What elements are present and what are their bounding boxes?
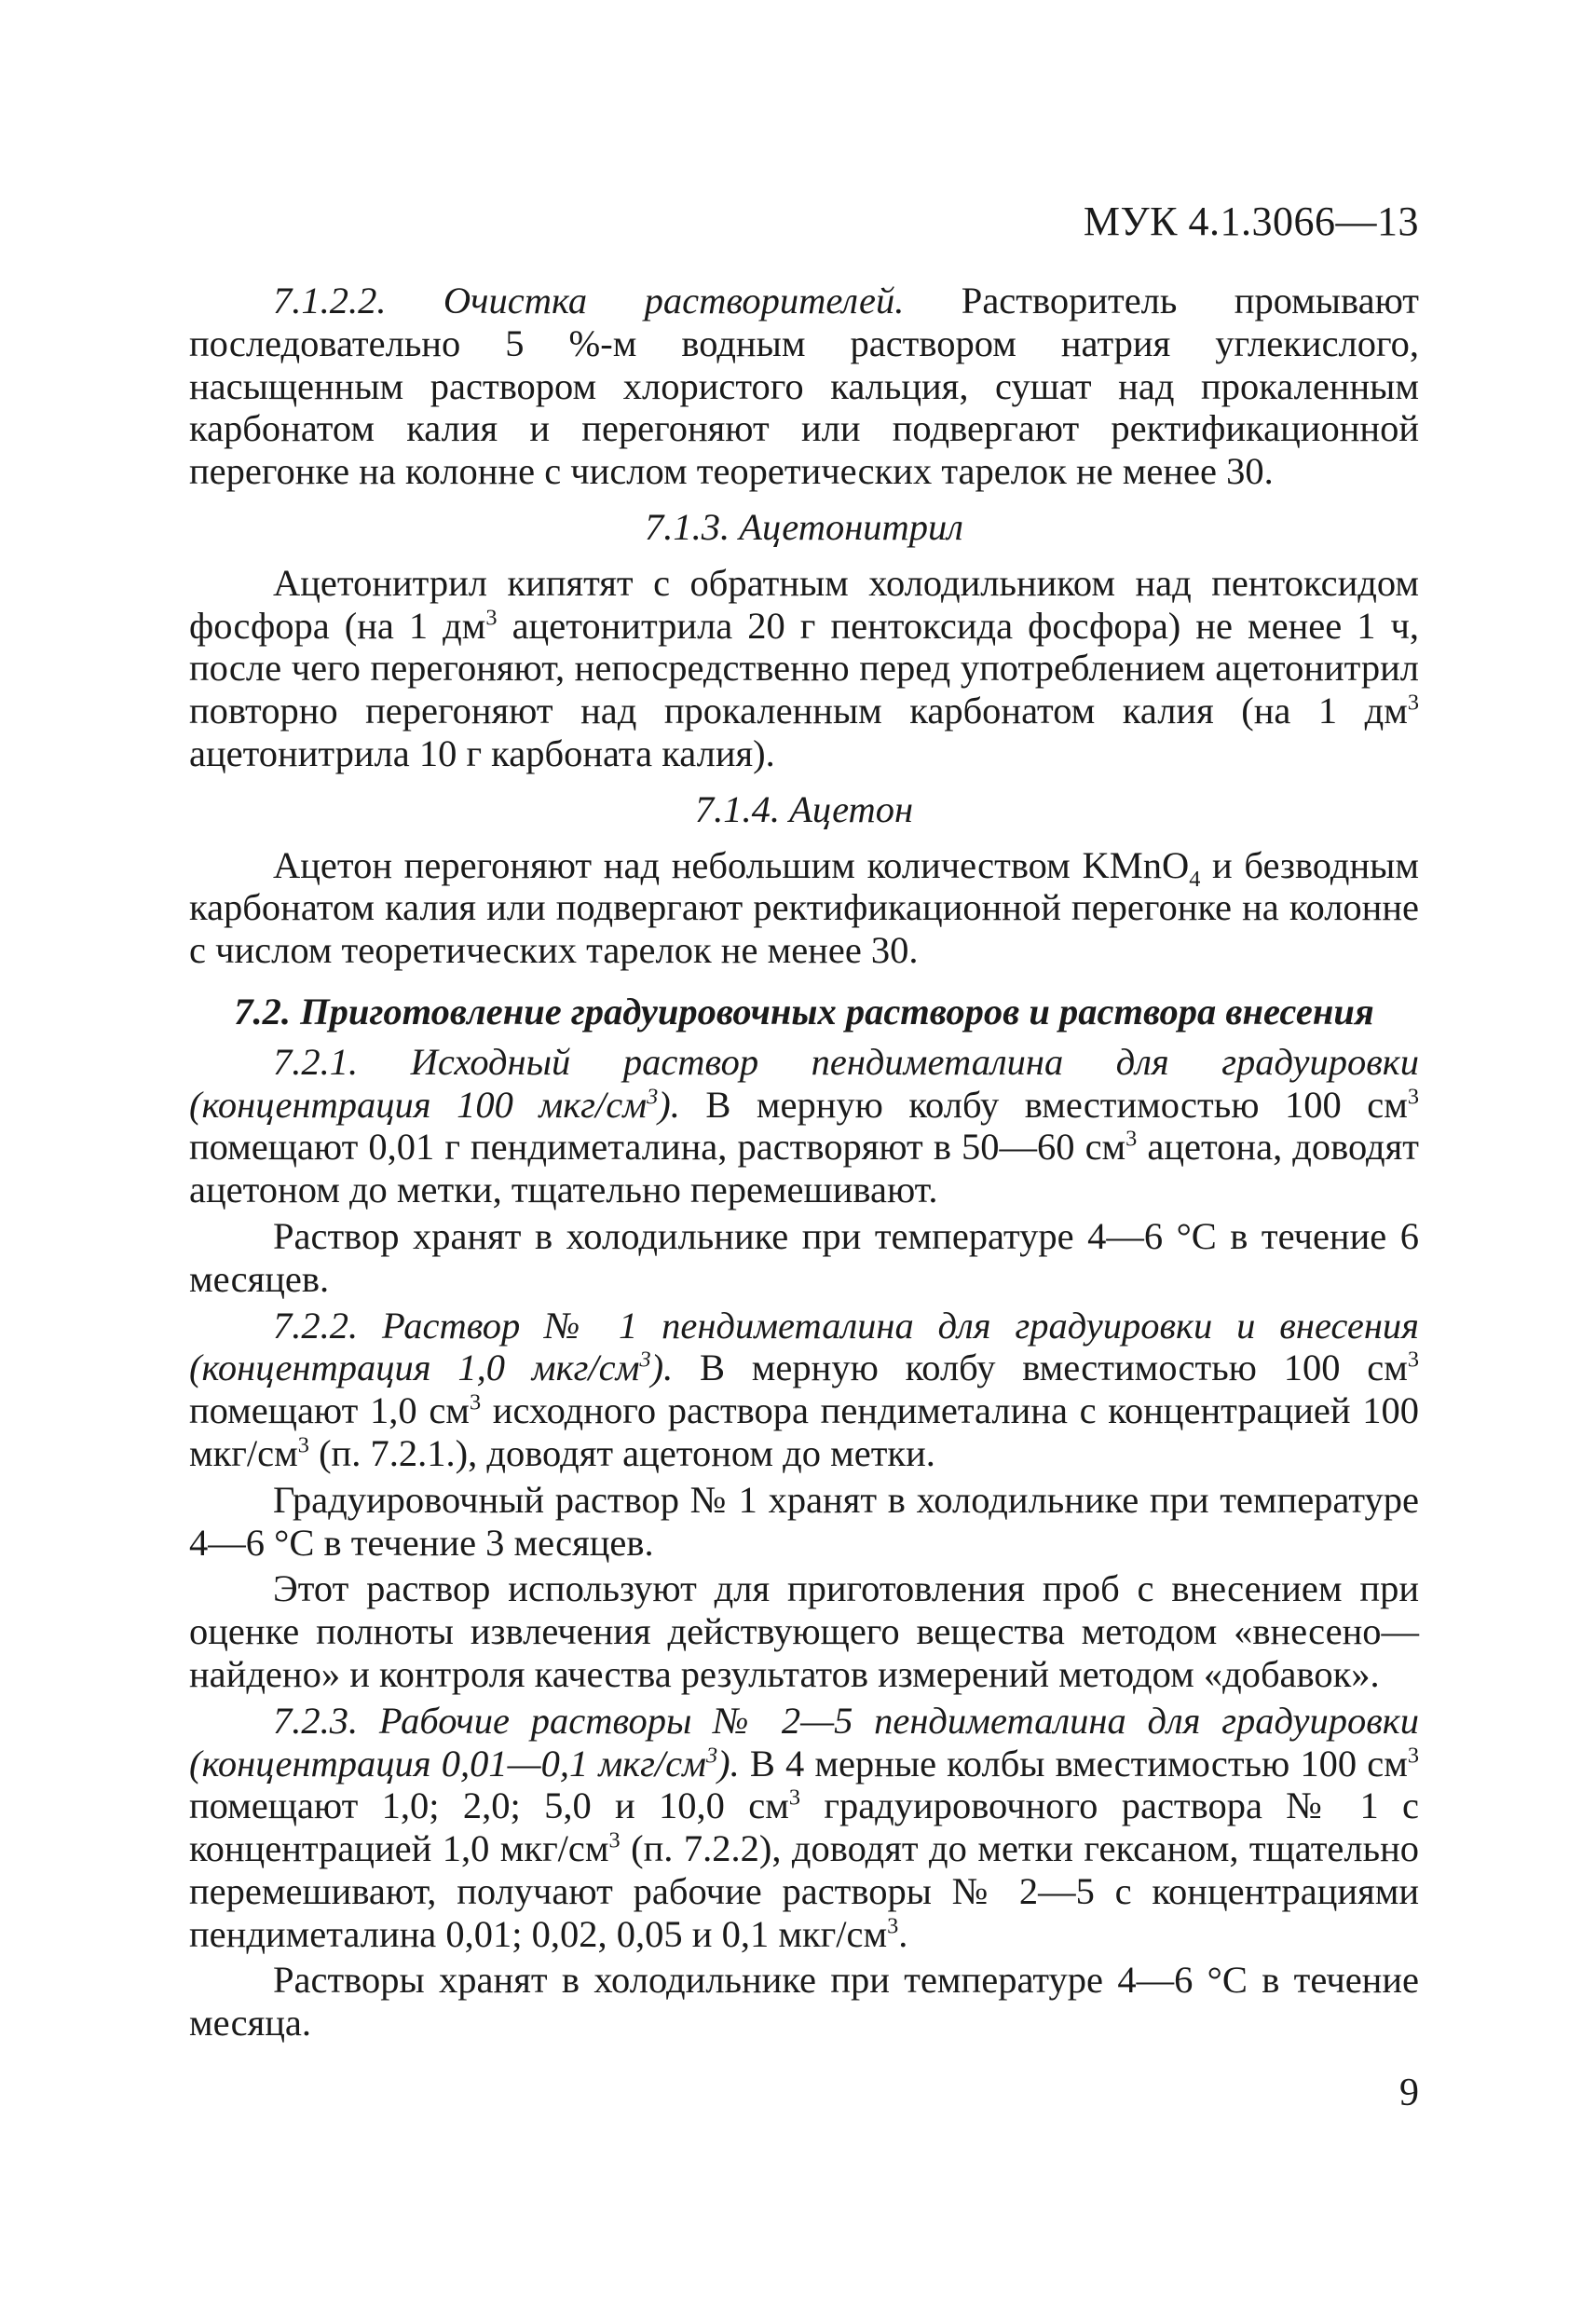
superscript: 3 — [1407, 1347, 1419, 1373]
section-title-7-1-2-2: 7.1.2.2. Очистка растворителей. — [273, 280, 905, 321]
superscript: 3 — [647, 1084, 659, 1110]
superscript: 3 — [297, 1432, 309, 1458]
superscript: 3 — [469, 1389, 482, 1415]
section-heading-7-1-4: 7.1.4. Ацетон — [694, 787, 914, 830]
text-fragment: и безводным карбонатом калия или подвергают ректификационной перегонке на колонне с числом теоретических тарелок не менее 30. — [189, 843, 1420, 972]
section-text-7-1-2-2: Растворитель промывают последовательно 5 %-м водным раствором натрия углекислого, насыщенным раствором хлористого кальция, сушат над прокаленным карбонатом калия и перегоняют или подвергают ректификационной перегонке на колонне с числом теоретических тарелок не менее 30. — [189, 280, 1420, 493]
text-fragment: (п. 7.2.2), доводят до метки гексаном, тщательно перемешивают, получают рабочие растворы № 2—5 с концентрациями пендиметалина 0,01; 0,02, 0,05 и 0,1 мкг/см — [189, 1827, 1419, 1955]
superscript: 3 — [608, 1827, 621, 1853]
superscript: 3 — [485, 605, 498, 631]
text-fragment: ацетонитрила 20 г пентоксида фосфора) не менее 1 ч, после чего перегоняют, непосредственно перед употреблением ацетонитрил повторно перегоняют над прокаленным карбонатом калия (на 1 дм — [189, 604, 1419, 732]
text-fragment: ацетонитрила 10 г карбоната калия). — [189, 732, 775, 774]
superscript: 3 — [1407, 1084, 1419, 1110]
paragraph-7-2-2 — [189, 1305, 1419, 1475]
text-fragment: помещают 1,0; 2,0; 5,0 и 10,0 см — [189, 1785, 789, 1827]
text-fragment: градуировочного раствора № 1 с концентрацией 1,0 мкг/см — [189, 1785, 1419, 1870]
paragraph-7-1-2-2 — [189, 280, 1419, 493]
paragraph-7-2-1-storage: Раствор хранят в холодильнике при температуре 4—6 °С в течение 6 месяцев. — [189, 1214, 1419, 1300]
text-fragment: Ацетонитрил кипятят с обратным холодильником над пентоксидом фосфора (на 1 дм — [189, 561, 1419, 647]
text-fragment: В 4 мерные колбы вместимостью 100 см — [739, 1742, 1408, 1785]
superscript: 3 — [887, 1913, 899, 1939]
superscript: 3 — [1407, 1743, 1419, 1768]
superscript: 3 — [788, 1785, 800, 1811]
text-fragment: ). — [658, 1083, 680, 1126]
text-fragment: . — [898, 1912, 908, 1955]
text-fragment: (п. 7.2.1.), доводят ацетоном до метки. — [308, 1431, 935, 1474]
superscript: 3 — [1407, 690, 1419, 716]
text-fragment: 7.2.2. Раствор № 1 пендиметалина для градуировки и внесения (концентрация 1,0 мкг/см — [189, 1304, 1419, 1389]
text-fragment: помещают 1,0 см — [189, 1389, 470, 1432]
text-fragment: ). — [717, 1742, 740, 1785]
paragraph-7-2-2-usage: Этот раствор используют для приготовления проб с внесением при оценке полноты извлечения действующего вещества методом «внесено—найдено» и контроля качества результатов измерений методом «добавок». — [189, 1567, 1419, 1695]
section-heading-7-2: 7.2. Приготовление градуировочных растворов и раствора внесения — [234, 990, 1374, 1032]
superscript: 3 — [639, 1347, 651, 1373]
text-fragment: ). — [650, 1347, 674, 1389]
document-body — [189, 280, 1419, 2044]
page-number: 9 — [1399, 2072, 1419, 2114]
superscript: 3 — [706, 1743, 718, 1768]
text-fragment: 7.2.3. Рабочие растворы № 2—5 пендиметалина для градуировки (концентрация 0,01—0,1 мкг/см — [189, 1699, 1419, 1785]
paragraph-7-2-1 — [189, 1041, 1419, 1211]
section-heading-7-1-3: 7.1.3. Ацетонитрил — [645, 505, 963, 548]
document-code: МУК 4.1.3066—13 — [1083, 198, 1419, 244]
text-fragment: ацетона, доводят ацетоном до метки, тщательно перемешивают. — [189, 1126, 1419, 1211]
paragraph-7-1-4 — [189, 844, 1419, 972]
superscript: 3 — [1125, 1126, 1138, 1152]
paragraph-7-2-2-storage: Градуировочный раствор № 1 хранят в холодильнике при температуре 4—6 °С в течение 3 месяцев. — [189, 1478, 1419, 1564]
text-fragment: 7.2.1. Исходный раствор пендиметалина для градуировки (концентрация 100 мкг/см — [189, 1040, 1419, 1126]
text-fragment: В мерную колбу вместимостью 100 см — [679, 1083, 1408, 1126]
paragraph-7-2-3-storage: Растворы хранят в холодильнике при температуре 4—6 °С в течение месяца. — [189, 1959, 1419, 2044]
text-fragment: В мерную колбу вместимостью 100 см — [673, 1347, 1408, 1389]
text-fragment: Ацетон перегоняют над небольшим количеством KMnO — [273, 843, 1190, 886]
text-fragment: исходного раствора пендиметалина с концентрацией 100 мкг/см — [189, 1389, 1419, 1474]
paragraph-7-2-3 — [189, 1700, 1419, 1956]
paragraph-7-1-3 — [189, 562, 1419, 775]
subscript: 4 — [1189, 866, 1201, 892]
text-fragment: помещают 0,01 г пендиметалина, растворяют в 50—60 см — [189, 1126, 1126, 1169]
